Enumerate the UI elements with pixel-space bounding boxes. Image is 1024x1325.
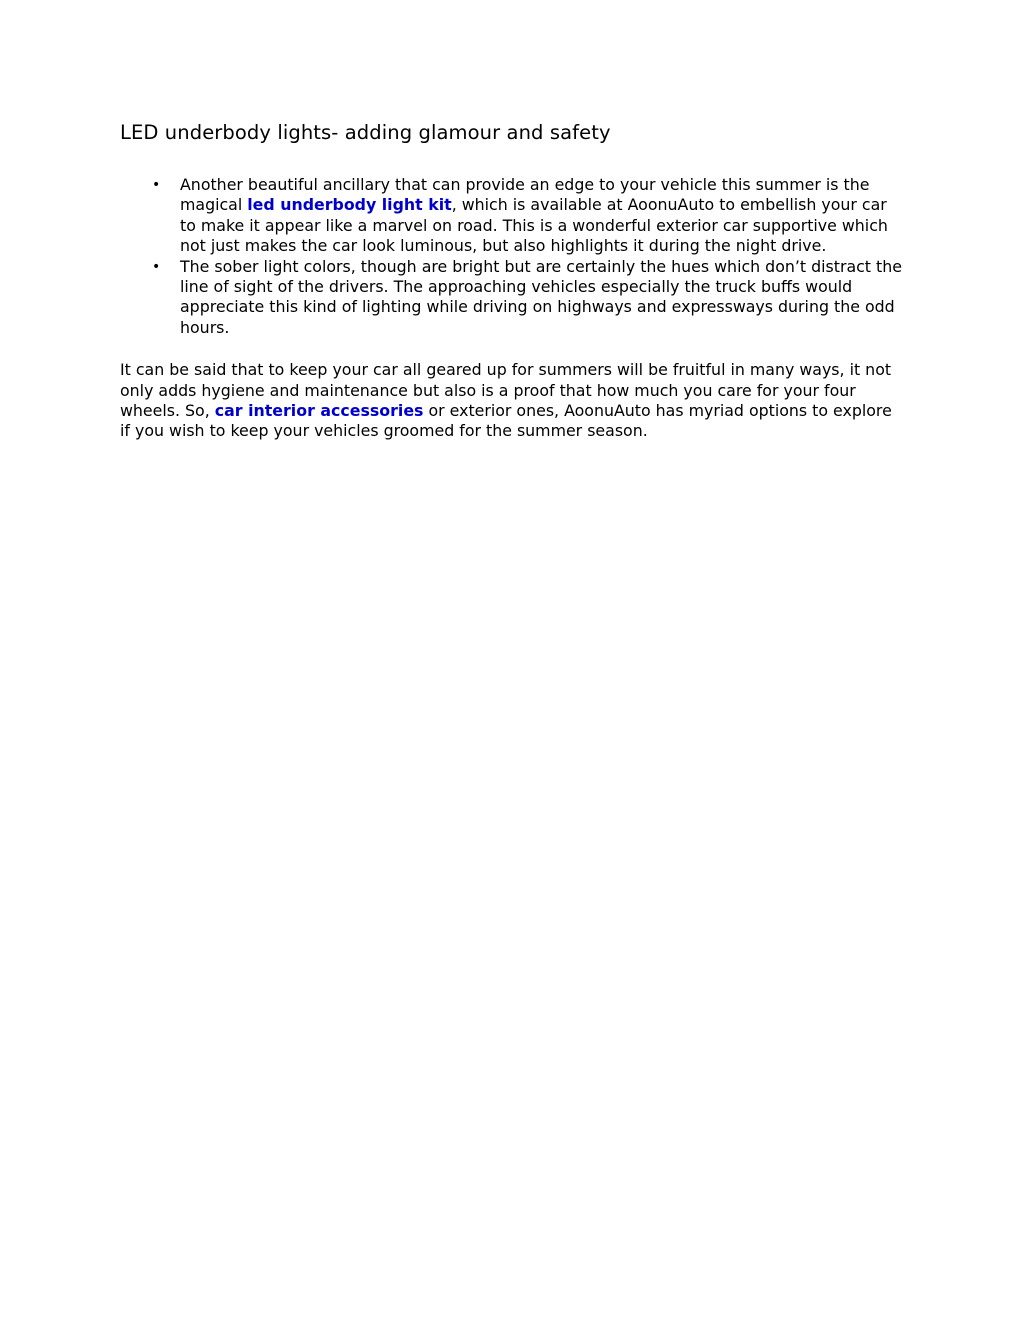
- document-body: [120, 118, 910, 442]
- closing-paragraph: [120, 360, 905, 442]
- bullet-text: , which is available at AoonuAuto to embellish your car to make it appear like a marvel on road. This is a wonderful exterior car supportive which not just makes the car look luminous, but also highlights it during the night drive.: [180, 195, 888, 256]
- bullet-list: [120, 175, 910, 338]
- paragraph-text: or exterior ones, AoonuAuto has myriad options to explore if you wish to keep your vehicles groomed for the summer season.: [120, 401, 892, 441]
- bullet-icon: •: [152, 177, 161, 193]
- list-item: [120, 257, 902, 339]
- section-heading: LED underbody lights- adding glamour and safety: [120, 121, 611, 144]
- bullet-icon: •: [152, 258, 161, 275]
- car-interior-accessories-link[interactable]: car interior accessories: [214, 401, 424, 421]
- bullet-text: The sober light colors, though are bright but are certainly the hues which don’t distract the line of sight of the drivers. The approaching vehicles especially the truck buffs would appreciate this kind of lighting while driving on highways and expressways during the odd hours.: [180, 256, 902, 337]
- paragraph-text: It can be said that to keep your car all geared up for summers will be fruitful in many ways, it not only adds hygiene and maintenance but also is a proof that how much you care for your four wheels. So,: [120, 360, 892, 421]
- bullet-text: Another beautiful ancillary that can provide an edge to your vehicle this summer is the magical: [180, 175, 870, 215]
- list-item: [120, 175, 902, 257]
- led-underbody-light-kit-link[interactable]: led underbody light kit: [247, 195, 452, 215]
